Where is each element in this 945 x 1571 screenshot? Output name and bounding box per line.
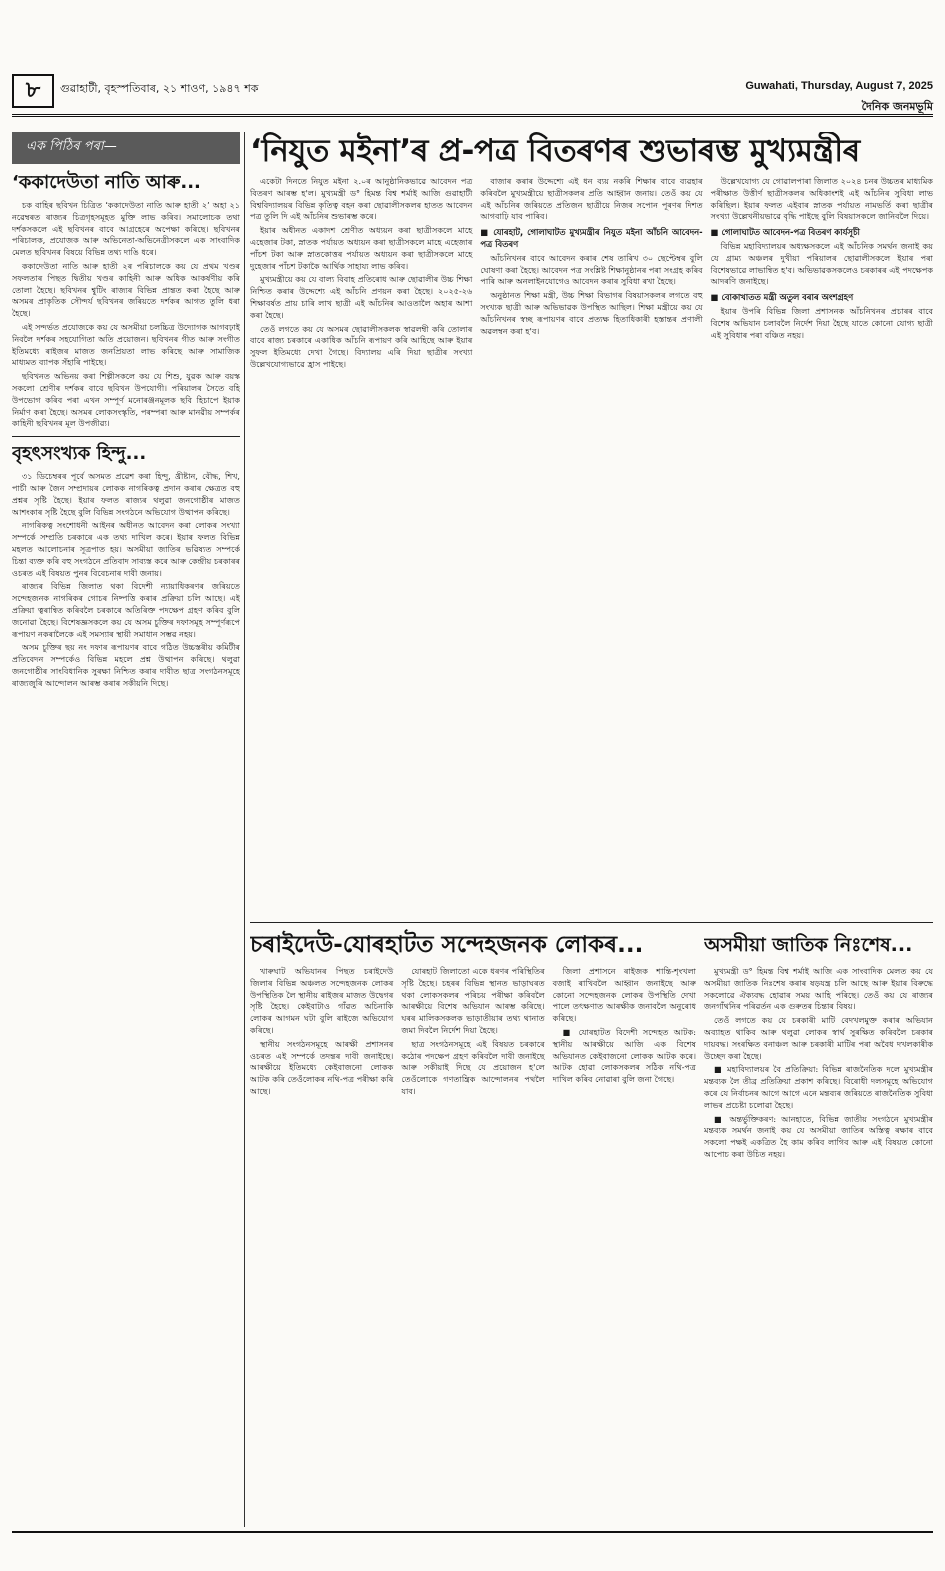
paragraph: ছাত্ৰ সংগঠনসমূহে এই বিষয়ত চৰকাৰে কঠোৰ পদক্ষেপ গ্ৰহণ কৰিবলৈ দাবী জনাইছে আৰু সকীয়াই দিছে যে প্ৰয়োজন হ'লে তেওঁলোকে গণতান্ত্ৰিক আন্দোলনৰ পথলৈ যাব।	[401, 1038, 545, 1096]
paragraph: একেটা দিনতে নিযুত মইনা ২.০ৰ আনুষ্ঠানিকভাৱে আবেদন পত্ৰ বিতৰণ আৰম্ভ হ'ল। মুখ্যমন্ত্ৰী ড° হিমন্ত বিশ্ব শৰ্মাই আজি গুৱাহাটী বিশ্ববিদ্যালয়ৰ বিভিন্ন কৃতিত্ব বহন কৰা ছোৱালীসকলৰ হাতত আবেদন পত্ৰ তুলি দি এই আঁচনিৰ শুভাৰম্ভ কৰে।	[250, 176, 473, 222]
masthead-rule	[12, 114, 933, 117]
subhead: ■ গোলাঘাটত আবেদন-পত্ৰ বিতৰণ কাৰ্যসূচী	[710, 227, 860, 238]
story-headline: চৰাইদেউ-যোৰহাটত সন্দেহজনক লোকৰ...	[250, 932, 644, 958]
story2-body	[12, 471, 240, 689]
subhead: ■ যোৰহাট, গোলাঘাটত মুখ্যমন্ত্ৰীৰ নিযুত মইনা আঁচনি আবেদন-পত্ৰ বিতৰণ	[480, 227, 703, 249]
divider	[12, 436, 240, 437]
section-tag: এক পিঠিৰ পৰা—	[12, 132, 240, 164]
paragraph: ককাদেউতা নাতি আৰু হাতী ২ৰ পৰিচালকে কয় যে প্ৰথম খণ্ডৰ সফলতাৰ পিছত দ্বিতীয় খণ্ডৰ কাহিনী আৰু অধিক আকৰ্ষণীয় কৰি তোলা হৈছে। ছবিখনৰ শ্বুটিং ৰাজ্যৰ বিভিন্ন প্ৰান্তত কৰা হৈছে আৰু অসমৰ প্ৰাকৃতিক সৌন্দৰ্য ছবিখনৰ জৰিয়তে দৰ্শকৰ আগত তুলি ধৰা হৈছে।	[12, 260, 240, 319]
paragraph: চক বাহিৰ ছবিখন চিত্ৰিত ‘ককাদেউতা নাতি আৰু হাতী ২’ অহা ২১ নৱেম্বৰত ৰাজ্যৰ চিত্ৰগৃহসমূহত মুক্তি লাভ কৰিব। সমালোচক তথা দৰ্শকসকলে এই ছবিখনৰ বাবে আগ্ৰহেৰে অপেক্ষা কৰিছে। ছবিখনৰ পৰিচালক, প্ৰযোজক আৰু অভিনেতা-অভিনেত্ৰীসকলে এক সাংবাদিক মেলত ছবিখনৰ বিষয়ে বিভিন্ন তথ্য দাঙি ধৰে।	[12, 200, 240, 258]
paragraph: ■ যোৰহাটত বিদেশী সন্দেহত আটক: স্থানীয় আৰক্ষীয়ে আজি এক বিশেষ অভিযানত কেইবাজনো লোকক আটক কৰে। আটক হোৱা লোকসকলৰ সঠিক নথি-পত্ৰ দাখিল কৰিব নোৱাৰা বুলি জনা গৈছে।	[552, 1026, 696, 1085]
story-headline: অসমীয়া জাতিক নিঃশেষ...	[704, 934, 913, 956]
paragraph: বিভিন্ন মহাবিদ্যালয়ৰ অধ্যক্ষসকলে এই আঁচনিক সমৰ্থন জনাই কয় যে গ্ৰাম্য অঞ্চলৰ দুখীয়া পৰিয়ালৰ ছোৱালীসকলে ইয়াৰ পৰা বিশেষভাৱে লাভান্বিত হ'ব। অভিভাৱকসকলেও চৰকাৰৰ এই পদক্ষেপক আদৰণি জনাইছে।	[710, 240, 933, 287]
newspaper-brand: দৈনিক জনমভূমি	[861, 100, 933, 113]
divider	[250, 922, 933, 923]
paragraph: অসম চুক্তিৰ ছয় নং দফাৰ ৰূপায়ণৰ বাবে গঠিত উচ্চস্তৰীয় কমিটীৰ প্ৰতিবেদন সম্পৰ্কেও বিভিন্ন মহলে প্ৰশ্ন উত্থাপন কৰিছে। থলুৱা জনগোষ্ঠীৰ সাংবিধানিক সুৰক্ষা নিশ্চিত কৰাৰ দাবীত ছাত্ৰ সংগঠনসমূহে ৰাজ্যজুৰি আন্দোলন আৰম্ভ কৰাৰ সকীয়নি দিছে।	[12, 642, 240, 688]
paragraph: ইয়াৰ উপৰি বিভিন্ন জিলা প্ৰশাসনক আঁচনিখনৰ প্ৰচাৰৰ বাবে বিশেষ অভিযান চলাবলৈ নিৰ্দেশ দিয়া হৈছে যাতে কোনো যোগ্য ছাত্ৰী এই সুবিধাৰ পৰা বঞ্চিত নহয়।	[710, 305, 933, 340]
date-english: Guwahati, Thursday, August 7, 2025	[745, 80, 933, 92]
date-assamese: গুৱাহাটী, বৃহস্পতিবাৰ, ২১ শাওণ, ১৯৪৭ শক	[60, 82, 259, 95]
paragraph: মুখ্যমন্ত্ৰী ড° হিমন্ত বিশ্ব শৰ্মাই আজি এক সাংবাদিক মেলত কয় যে অসমীয়া জাতিক নিঃশেষ কৰাৰ ষড়যন্ত্ৰ চলি আছে আৰু ইয়াৰ বিৰুদ্ধে সকলোৱে ঐক্যবদ্ধ হোৱাৰ সময় আহি পৰিছে। তেওঁ কয় যে ৰাজ্যৰ জনগাঁথনিৰ পৰিৱৰ্তন এক গুৰুতৰ চিন্তাৰ বিষয়।	[704, 966, 933, 1012]
paragraph: অনুষ্ঠানত শিক্ষা মন্ত্ৰী, উচ্চ শিক্ষা বিভাগৰ বিষয়াসকলৰ লগতে বহু সংখ্যক ছাত্ৰী আৰু অভিভাৱক উপস্থিত আছিল। শিক্ষা মন্ত্ৰীয়ে কয় যে আঁচনিখনৰ স্বচ্ছ ৰূপায়ণৰ বাবে প্ৰত্যক্ষ হিতাধিকাৰী হস্তান্তৰ প্ৰণালী অৱলম্বন কৰা হ'ব।	[480, 290, 703, 336]
story-body	[250, 966, 696, 1100]
article-column	[250, 176, 472, 373]
paragraph: ■ অন্তৰ্ভুক্তিকৰণ: আনহাতে, বিভিন্ন জাতীয় সংগঠনে মুখ্যমন্ত্ৰীৰ মন্তব্যক সমৰ্থন জনাই কয় যে অসমীয়া জাতিৰ অস্তিত্ব ৰক্ষাৰ বাবে সকলো পক্ষই একত্ৰিত হৈ কাম কৰিব লাগিব আৰু এই বিষয়ত কোনো আপোচ কৰা উচিত নহয়।	[704, 1113, 933, 1159]
paragraph: জিলা প্ৰশাসনে ৰাইজক শান্তি-শৃংখলা বজাই ৰাখিবলৈ আহ্বান জনাইছে আৰু কোনো সন্দেহজনক লোকৰ উপস্থিতি দেখা পালে তৎক্ষণাত আৰক্ষীক জনাবলৈ অনুৰোধ কৰিছে।	[552, 966, 696, 1024]
paragraph: তেওঁ লগতে কয় যে অসমৰ ছোৱালীসকলক স্বাৱলম্বী কৰি তোলাৰ বাবে ৰাজ্য চৰকাৰে একাধিক আঁচনি ৰূপায়ণ কৰি আহিছে আৰু ইয়াৰ সুফল ইতিমধ্যে দেখা গৈছে। বিদ্যালয় এৰি দিয়া ছাত্ৰীৰ সংখ্যা উল্লেখযোগ্যভাৱে হ্ৰাস পাইছে।	[250, 323, 473, 369]
page-bottom-rule	[12, 1531, 933, 1533]
article-column	[480, 176, 702, 373]
paragraph: ■ মহাবিদ্যালয়ৰ বৈ প্ৰতিক্ৰিয়া: বিভিন্ন ৰাজনৈতিক দলে মুখ্যমন্ত্ৰীৰ মন্তব্যক লৈ তীব্ৰ প্ৰতিক্ৰিয়া প্ৰকাশ কৰিছে। বিৰোধী দলসমূহে অভিযোগ কৰে যে নিৰ্বাচনৰ আগে আগে এনে মন্তব্যৰ জৰিয়তে ৰাজনৈতিক সুবিধা লাভৰ প্ৰচেষ্টা চলোৱা হৈছে।	[704, 1064, 933, 1110]
masthead	[12, 74, 933, 122]
main-article-body	[250, 176, 933, 373]
article-column	[711, 176, 933, 373]
paragraph: ছবিখনত অভিনয় কৰা শিল্পীসকলে কয় যে শিশু, যুৱক আৰু বয়স্ক সকলো শ্ৰেণীৰ দৰ্শকৰ বাবে ছবিখন উপযোগী। পৰিয়ালৰ সৈতে বহি উপভোগ কৰিব পৰা এখন সম্পূৰ্ণ মনোৰঞ্জনমূলক ছবি হিচাপে ইয়াক নিৰ্মাণ কৰা হৈছে। অসমৰ লোকসংস্কৃতি, পৰম্পৰা আৰু মানৱীয় সম্পৰ্কৰ কাহিনী ছবিখনৰ মূল উপজীৱ্য।	[12, 371, 240, 429]
paragraph: তেওঁ লগতে কয় যে চৰকাৰী মাটি বেদখলমুক্ত কৰাৰ অভিযান অব্যাহত থাকিব আৰু থলুৱা লোকৰ স্বাৰ্থ সুৰক্ষিত কৰিবলৈ চৰকাৰ দায়বদ্ধ। সংৰক্ষিত বনাঞ্চল আৰু চৰকাৰী মাটিৰ পৰা অবৈধ দখলকাৰীক উচ্ছেদ কৰা হৈছে।	[704, 1015, 933, 1061]
page-number: ৮	[12, 74, 54, 108]
lower-left-story	[250, 928, 696, 1527]
main-headline: ‘নিযুত মইনা’ৰ প্ৰ-পত্ৰ বিতৰণৰ শুভাৰম্ভ মুখ্যমন্ত্ৰীৰ	[250, 133, 860, 169]
story-body	[704, 966, 933, 1161]
main-area	[250, 132, 933, 1527]
subhead: ■ বোকাখাতত মন্ত্ৰী অতুল বৰাৰ অংশগ্ৰহণ	[710, 292, 854, 303]
paragraph: এই সন্দৰ্ভত প্ৰযোজকে কয় যে অসমীয়া চলচ্চিত্ৰ উদ্যোগক আগবঢ়াই নিবলৈ দৰ্শকৰ সহযোগিতা অতি প্ৰয়োজন। ছবিখনৰ গীত আৰু সংগীত ইতিমধ্যে ৰাইজৰ মাজত জনপ্ৰিয়তা লাভ কৰিছে আৰু সামাজিক মাধ্যমত ব্যাপক সঁহাৰি পাইছে।	[12, 321, 240, 368]
article-column	[553, 966, 696, 1100]
paragraph: মুখ্যমন্ত্ৰীয়ে কয় যে বাল্য বিবাহ প্ৰতিৰোধ আৰু ছোৱালীৰ উচ্চ শিক্ষা নিশ্চিত কৰাৰ উদ্দেশ্যে এই আঁচনি প্ৰণয়ন কৰা হৈছে। ২০২৫-২৬ শিক্ষাবৰ্ষত প্ৰায় চাৰি লাখ ছাত্ৰী এই আঁচনিৰ আওতালৈ অহাৰ আশা কৰা হৈছে।	[250, 274, 473, 320]
paragraph: উল্লেখযোগ্য যে গোৱালপাৰা জিলাত ২০২৪ চনৰ উচ্চতৰ মাধ্যমিক পৰীক্ষাত উত্তীৰ্ণ ছাত্ৰীসকলৰ অধিকাংশই এই আঁচনিৰ সুবিধা লাভ কৰিছিল। ইয়াৰ ফলত এইবাৰ স্নাতক পৰ্যায়ত নামভৰ্তি কৰা ছাত্ৰীৰ সংখ্যা উল্লেখনীয়ভাৱে বৃদ্ধি পাইছে বুলি বিষয়াসকলে জানিবলৈ দিয়ে।	[710, 176, 933, 222]
paragraph: বাজাৰ কৰাৰ উদ্দেশ্যে এই ধন ব্যয় নকৰি শিক্ষাৰ বাবে ব্যৱহাৰ কৰিবলৈ মুখ্যমন্ত্ৰীয়ে ছাত্ৰীসকলৰ প্ৰতি আহ্বান জনায়। তেওঁ কয় যে এই আঁচনিৰ জৰিয়তে প্ৰতিজন ছাত্ৰীয়ে নিজৰ সপোন পূৰণৰ দিশত আগবাঢ়ি যাব পাৰিব।	[480, 176, 703, 222]
paragraph: খাৰুঘাট অভিযানৰ পিছত চৰাইদেউ জিলাৰ বিভিন্ন অঞ্চলত সন্দেহজনক লোকৰ উপস্থিতিক লৈ স্থানীয় ৰাইজৰ মাজত উদ্বেগৰ সৃষ্টি হৈছে। কেইবাটাও গাঁৱত অচিনাকি লোকৰ আগমন ঘটা বুলি ৰাইজে অভিযোগ কৰিছে।	[250, 966, 394, 1035]
paragraph: ৰাজ্যৰ বিভিন্ন জিলাত থকা বিদেশী ন্যায়াধিকৰণৰ জৰিয়তে সন্দেহজনক নাগৰিকৰ গোচৰ নিষ্পত্তি কৰাৰ প্ৰক্ৰিয়া চলি আছে। এই প্ৰক্ৰিয়া ত্বৰান্বিত কৰিবলৈ চৰকাৰে অতিৰিক্ত পদক্ষেপ গ্ৰহণ কৰিব বুলি জনোৱা হৈছে। বিশেষজ্ঞসকলে কয় যে অসম চুক্তিৰ দফাসমূহ সম্পূৰ্ণৰূপে ৰূপায়ণ নকৰালৈকে এই সমস্যাৰ স্থায়ী সমাধান সম্ভৱ নহয়।	[12, 581, 240, 639]
paragraph: ইয়াৰ অধীনত একাদশ শ্ৰেণীত অধ্যয়ন কৰা ছাত্ৰীসকলে মাহে এহেজাৰ টকা, স্নাতক পৰ্যায়ত অধ্যয়ন কৰা ছাত্ৰীসকলে মাহে এহেজাৰ পাঁচশ টকা আৰু স্নাতকোত্তৰ পৰ্যায়ত অধ্যয়ন কৰা ছাত্ৰীসকলে মাহে দুহেজাৰ পাঁচশ টকাকৈ আৰ্থিক সাহায্য লাভ কৰিব।	[250, 225, 473, 271]
story2-title: বৃহৎসংখ্যক হিন্দু...	[12, 443, 147, 465]
story1-title: ‘ককাদেউতা নাতি আৰু...	[12, 172, 201, 193]
lower-section	[250, 922, 933, 1527]
paragraph: স্থানীয় সংগঠনসমূহে আৰক্ষী প্ৰশাসনৰ ওচৰত এই সম্পৰ্কে তদন্তৰ দাবী জনাইছে। আৰক্ষীয়ে ইতিমধ্যে কেইবাজনো লোকক আটক কৰি তেওঁলোকৰ নথি-পত্ৰ পৰীক্ষা কৰি আছে।	[250, 1038, 394, 1096]
article-column	[250, 966, 393, 1100]
paragraph: নাগৰিকত্ব সংশোধনী আইনৰ অধীনত আবেদন কৰা লোকৰ সংখ্যা সম্পৰ্কে সম্প্ৰতি চৰকাৰে এক তথ্য দাখিল কৰে। ইয়াৰ ফলত বিভিন্ন মহলত আলোচনাৰ সূত্ৰপাত হয়। অসমীয়া জাতিৰ ভৱিষ্যত সম্পৰ্কে চিন্তা ব্যক্ত কৰি বহু সংগঠনে প্ৰতিবাদ সাব্যস্ত কৰে আৰু কেন্দ্ৰীয় চৰকাৰৰ ওচৰত এই বিষয়ত পুনৰ বিবেচনাৰ দাবী জনায়।	[12, 520, 240, 578]
column-divider	[244, 132, 245, 1527]
paragraph: যোৰহাট জিলাতো একে ধৰণৰ পৰিস্থিতিৰ সৃষ্টি হৈছে। চহৰৰ বিভিন্ন স্থানত ভাড়াঘৰত থকা লোকসকলৰ পৰিচয় পৰীক্ষা কৰিবলৈ আৰক্ষীয়ে বিশেষ অভিযান আৰম্ভ কৰিছে। ঘৰৰ মালিকসকলক ভাড়াতীয়াৰ তথ্য থানাত জমা দিবলৈ নিৰ্দেশ দিয়া হৈছে।	[401, 966, 545, 1035]
story1-body	[12, 200, 240, 430]
article-column	[401, 966, 544, 1100]
lower-right-story	[704, 928, 933, 1527]
left-column	[12, 132, 240, 1527]
paragraph: ৩১ ডিচেম্বৰৰ পূৰ্বে অসমত প্ৰৱেশ কৰা হিন্দু, খ্ৰীষ্টান, বৌদ্ধ, শিখ, পাৰ্চী আৰু জৈন সম্প্ৰদায়ৰ লোকক নাগৰিকত্ব প্ৰদান কৰাৰ ক্ষেত্ৰত বহু প্ৰশ্নৰ সৃষ্টি হৈছে। ইয়াৰ ফলত ৰাজ্যৰ থলুৱা জনগোষ্ঠীৰ মাজত আশংকাৰ সৃষ্টি হৈছে বুলি বিভিন্ন সংগঠনে অভিযোগ উত্থাপন কৰিছে।	[12, 471, 240, 517]
paragraph: আঁচনিখনৰ বাবে আবেদন কৰাৰ শেষ তাৰিখ ৩০ ছেপ্টেম্বৰ বুলি ঘোষণা কৰা হৈছে। আবেদন পত্ৰ সংশ্লিষ্ট শিক্ষানুষ্ঠানৰ পৰা সংগ্ৰহ কৰিব পাৰি আৰু অনলাইনযোগেও আবেদন কৰাৰ সুবিধা ৰখা হৈছে।	[480, 252, 703, 287]
